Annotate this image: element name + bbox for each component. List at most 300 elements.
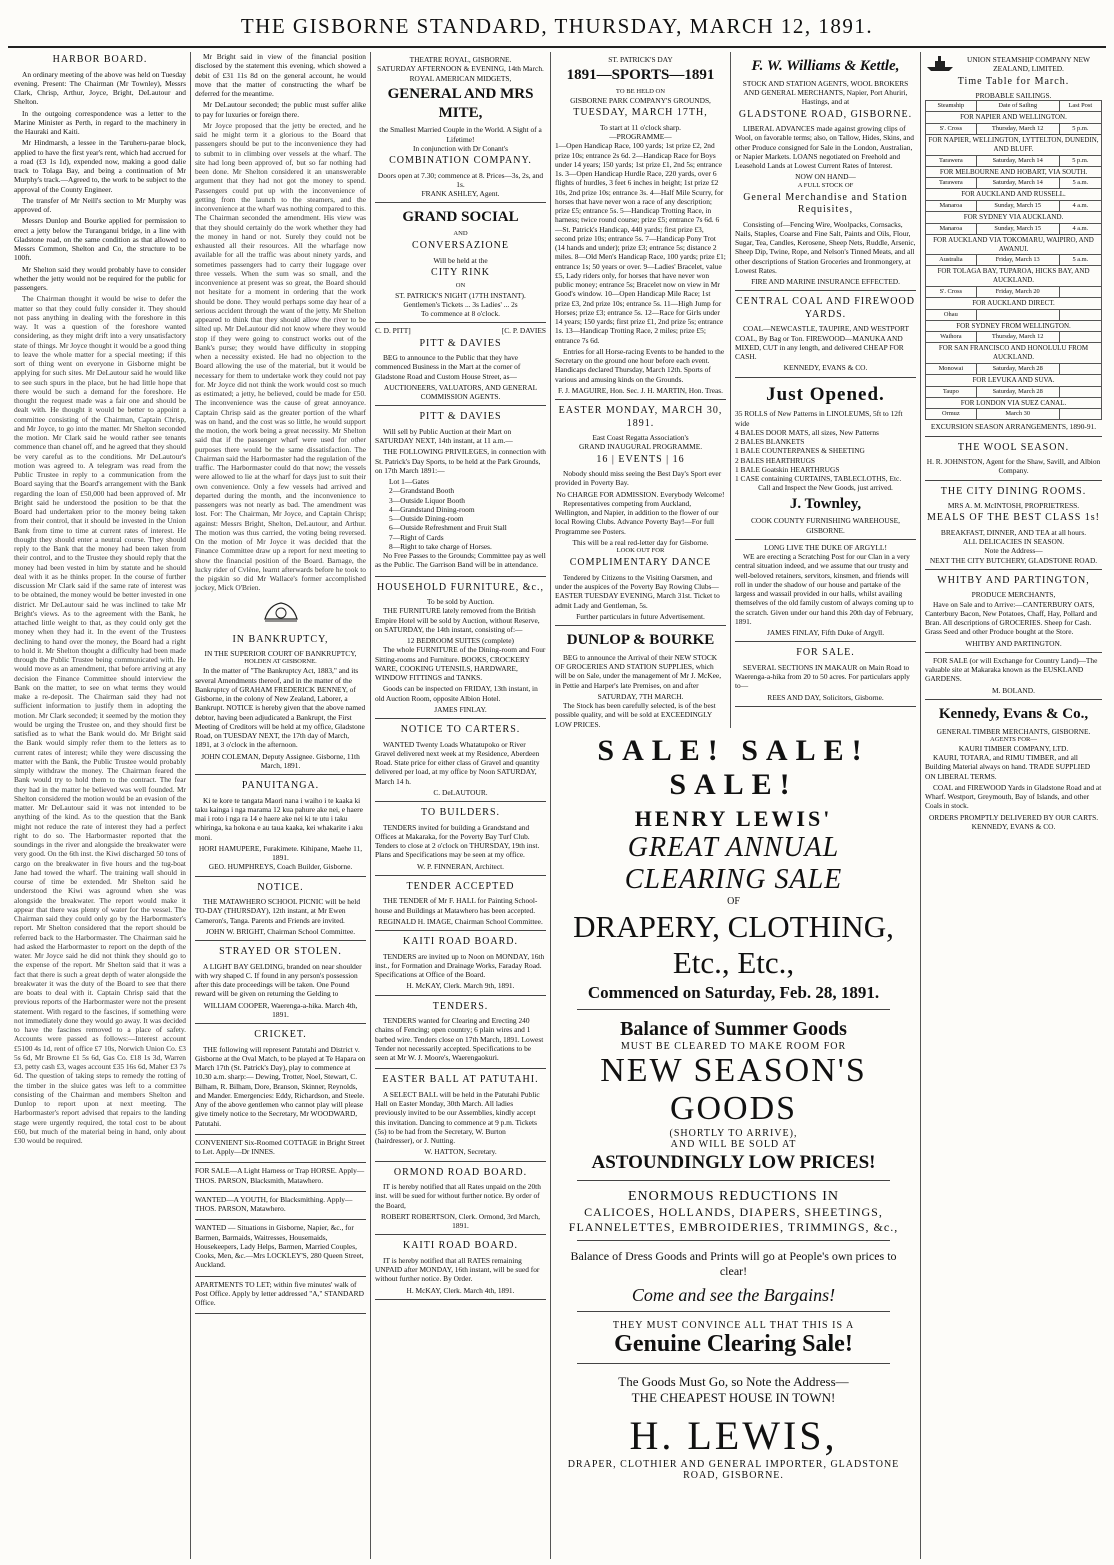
article-continued: The Chairman thought it would be wise to defer the matter so that they could fully consider it. They should not pass anything in dealing with the foreshore in this way. It was a question of the foreshore wanted considering, as they might drift into a very unsatisfactory state of things. Mr Joyce thought it would be a good thing to leave the whole matter for a special meeting; if this sort of thing went on everyone in Gisborne might be applying for such sites. Mr DeLautour said he would like to see such spurs in the place, but he had little hope that there would be such a demand for the foreshore. He thought the request made was a fair one and should be dealt with. He thought it would be better to appoint a committee consisting of the Chairman, Captain Chrisp, and Mr Joyce, to go into the matter. Mr Shelton seconded the motion. Mr Clark said he would rather see tenants commence than chanel off, and he agreed that they should be very careful as to the conditions. Mr DeLautour's motion was agreed to. A telegram was read from the Public Trustee in reply to a communication from the Board saying that the Board's arrangement with the Bank regarding the loan of £50,000 had been approved of. Mr Bright said he understood the position to be that the Board had undertaken prior to the money being taken from their control, that it should be invested in the Union Bank from time to time at current rates of interest. He thought they should enter a neutral course. They should reply to the Bank that the money had been taken from their control, and to the Trustee they should reply that the money had been vested in him by statute and he should deal with it as he thinks proper. In the course of further discussion Mr Clark said if the same rate of interest was to be obtained, the money would be better invested in one district. Mr DeLautour said he was inclined to take Mr Bright's views. As to the agreement with the Bank, he attached little weight to that, as they could only get the money when they had it. In the event of the Trustees declining to hand over the money, the Board had a right to hold it. Mr Shelton thought a difficulty had been made through the Public Trustee being communicated with. He would move as an amendment, that before arriving at any decision the Finance Committee should interview the Bank on the matter, to see on what terms they would make a re-deposit. The Chairman said they had not sufficient information to justify them in adopting the motion. Mr Clark seconded; it seemed by the motion they would be urging the Trustee on, and they should first be satisfied as to what the Bank would do. Mr Bright said the Bank would simply refer them to the letters as to current rates of interest; while they were discussing the matter with the Bank, the Public Trustee would probably simply withdraw the money. The Chairman feared the Bank would try to hold them to the contract. The fear they had in the matter he believed was well founded. Mr Shelton considered the motion would be an evasion of the matter. Mr DeLautour said it was not intended to be anything of the kind. As to the question that the Bank might not reduce the rate of interest they had a perfect right to do so. The Harbormaster reported that the soundings in the river and alongside the breakwater were very good. On the 6th inst. the Kiwi discharged 50 tons of cargo on the breakwater in five hours and the tug-boat Jane had towed the wharf. The training wall should in course of time be extended. Mr Shelton said he understood the Kiwi was aground when she was alongside the breakwater. The report would make it appear that there was plenty of water for the vessel. The Chairman said they could only go by the Harbormaster's report. Mr Shelton considered that the report should be referred back to the Harbormaster. The Chairman said he had asked the Harbormaster to report on the depth of the water. Mr Joyce said he did not think they should go to the expense of the report. Mr Shelton said that it was a fact that there is such a great depth of water alongside the breakwater it was the duty of the Board to see that there are boats to deal with it. Captain Chrisp said that the previous reports of the Harbormaster were not the present statement. With regard to the fascines, if something were not immediately done they would go away. It was decided to have the fascines removed to a place of safety. Accounts were passed as follows:—Interest account £5100 4s 1d, rent of office £7 10s, Norwich Union Co. £3 5s 6d, Mr Browne £1 5s 6d, Gas Co. £18 1s 3d, Warren £3, petty cash £3, wages account £35 16s 6d, Maher £3 7s 6d. The question of taking steps to remedy the rotting of the timber in the sluice gates was left to a committee consisting of the Chairman and members Shelton and Dunlop to report upon at next meeting. The Harbormaster's report advised that repairs to the landing stage were urgently required, the total cost to be about £60, but much of the material being in hand, only about £30 would be required. — [14, 294, 187, 1145]
bankruptcy-signature: JOHN COLEMAN, Deputy Assignee. Gisborne, 11th March, 1891. — [201, 751, 360, 770]
notice-signature: JOHN W. BRIGHT, Chairman School Committee. — [205, 926, 356, 936]
sections-signature: REES AND DAY, Solicitors, Gisborne. — [767, 692, 884, 702]
bankruptcy-title: IN BANKRUPTCY, — [232, 633, 329, 645]
kaiti-rates-notice — [375, 1235, 546, 1300]
tenders-title: TENDERS. — [432, 1000, 489, 1012]
kaiti-rates-signature: H. McKAY, Clerk. March 4th, 1891. — [406, 1285, 515, 1295]
route-row — [926, 135, 1102, 156]
table-row — [926, 255, 1102, 266]
carters-body: WANTED Twenty Loads Whatatupoko or River Gravel delivered next week at my Residence, Aberdeen Road. State price for either class of Gravel and quantity delivered per load, at my office by Noon SATURDAY, March 14 h. — [375, 739, 540, 786]
list-item: 2 BALES HEARTHRUGS — [735, 455, 816, 465]
article-paragraph: An ordinary meeting of the above was held on Tuesday evening. Present: The Chairman (Mr Townley), Messrs Clark, Chrisp, Arthur, Joyce, Bright, DeLautour and Shelton. — [14, 69, 186, 107]
sports-start: To start at 11 o'clock sharp. — [600, 122, 681, 132]
theatre-agent: FRANK ASHLEY, Agent. — [421, 189, 500, 198]
full-stock: A FULL STOCK OF — [797, 181, 854, 189]
partner-left: C. D. PITT] — [375, 326, 411, 336]
pitt-davies-title-2: PITT & DAVIES — [419, 411, 502, 423]
kennedy-evans-coal: COAL and FIREWOOD Yards in Gladstone Road and at Wharf. Westport, Greymouth, Bay of Islands, and other Coals in stock. — [925, 782, 1102, 811]
pitt-davies-trade: AUCTIONEERS, VALUATORS, AND GENERAL COMMISSION AGENTS. — [383, 382, 538, 402]
easter-ball-notice — [375, 1069, 546, 1161]
kaiti-rates-title: KAITI ROAD BOARD. — [402, 1240, 519, 1252]
tenders-notice — [375, 996, 546, 1070]
table-row — [926, 309, 1102, 320]
sports-ad — [555, 52, 726, 400]
pitt-davies-body: BEG to announce to the Public that they have commenced Business in the Mart at the corner of Gladstone Road and Custom House Street, as— — [375, 353, 521, 381]
bankruptcy-place: HOLDEN AT GISBORNE. — [244, 658, 317, 666]
tender-accepted-notice — [375, 876, 546, 931]
now-on-hand: NOW ON HAND— — [795, 172, 856, 182]
whitby-partington-ad — [925, 570, 1102, 653]
sailing-ship: Australia — [926, 255, 977, 266]
column-6 — [920, 52, 1106, 1559]
sports-held: TO BE HELD ON — [615, 88, 666, 95]
programme-heading: —PROGRAMME— — [609, 132, 672, 142]
route-row — [926, 166, 1102, 178]
route-row — [926, 112, 1102, 124]
flannelettes-line: FLANNELETTES, EMBROIDERIES, TRIMMINGS, &c., — [568, 1220, 899, 1234]
dunlop-bourke-title: DUNLOP & BOURKE — [566, 632, 715, 649]
furniture-sub: To be sold by Auction. — [426, 597, 495, 607]
table-row — [926, 223, 1102, 234]
boland-body: FOR SALE (or will Exchange for Country Land)—The valuable site at Makaraka known as the EUSKLAND GARDENS. — [925, 655, 1098, 684]
privileges-ad — [375, 406, 546, 576]
list-item: 1 BALE COUNTERPANES & SHEETING — [735, 446, 865, 456]
auction-intro: Will sell by Public Auction at their Mart on SATURDAY NEXT, 14th instant, at 11 a.m.— — [375, 426, 513, 446]
list-item: 1 CASE containing CURTAINS, TABLECLOTHS, Etc. — [735, 474, 902, 484]
route-name: FOR AUCKLAND DIRECT. — [926, 297, 1102, 309]
list-item: 5—Outside Dining-room — [389, 514, 464, 524]
route-row — [926, 189, 1102, 201]
whitby-signature: WHITBY AND PARTINGTON. — [965, 638, 1062, 648]
regatta-programme: GRAND INAUGURAL PROGRAMME. — [578, 442, 703, 452]
henry-lewis-sale-ad — [550, 728, 916, 1559]
just-opened-title: Just Opened. — [766, 383, 885, 405]
james-finlay: JAMES FINLAY. — [434, 704, 487, 714]
whitby-title: WHITBY AND PARTINGTON, — [937, 574, 1090, 586]
williams-kettle-sub: STOCK AND STATION AGENTS, WOOL BROKERS AND GENERAL MERCHANTS, Napier, Port Ahuriri, Hastings, and at — [742, 78, 909, 107]
theatre-headline: GENERAL AND MRS MITE, — [387, 85, 534, 121]
strayed-body: A LIGHT BAY GELDING, branded on near shoulder with wry shaped C. If found in any person's possession after this date proceedings will be taken. One Pound reward will be given on returning the Gelding to — [195, 961, 362, 999]
table-row — [926, 332, 1102, 343]
grand-social-and: AND — [453, 230, 468, 237]
builders-body: TENDERS invited for building a Grandstand and Offices at Makaraka, for the Poverty Bay Turf Club. Tenders to close at 2 o'clock on THURSDAY, 19th inst. Plans and Specifications may be seen at my office. — [375, 822, 540, 860]
ticket-prices: Gentlemen's Tickets ... 3s Ladies' ... 2s — [403, 299, 518, 309]
sports-events: 1—Open Handicap Race, 100 yards; 1st prize £2, 2nd prize 10s; entrance 2s 6d. 2—Handicap Race for Boys under 14 years; 150 yards; 1st prize £1, 2nd 5s; entrance 1s. 3—Open Handicap Hurdle Race, 220 yards, over 6 flights of hurdles, 3 feet 6 inches in height; 1st prize £2 10s, 2nd prize 10s; entrance 3s. 4—Half Mile Scurry, for horses that have never won a race of any description; prize £5; entrance 5s. 5—Handicap Trotting Race, in harness; twice round course; prize £5; entrance 7s 6d. 6—St. Patrick's Handicap, 440 yards; first prize £3, second prize 10s; entrance 5s. 7—Handicap Pony Trot (14 hands and under); prize £3; entrance 5s; distance 2 miles. 8—Old Men's Handicap Race, 100 yards; prize £1; entrance 1s; 50 years or over. 9—Ladies' Bracelet, value £5, Lady riders only, for horses that have never won public money; entrance 5s; Bracelet now on view in Mr Good's window. 10—Open Handicap Mile Race; 1st prize £3, 2nd prize 10s; entrance 5s. 11—High Jump for Horses; prize £3; entrance 5s. 12—Race for Girls under 14 years; 150 yards; first prize £1, 2nd prize 5s; entrance 1s. 13—Handicap Trotting Race, 2 miles; prize £5; entrance 7s 6d. — [555, 141, 726, 345]
merchandise-body: Consisting of—Fencing Wire, Woolpacks, Cornsacks, Nails, Staples, Coarse and Fine Salt, Paints and Oils, Flour, Sugar, Tea, Candles, Kerosene, Sheep Nets, Ruddle, Arsenic, Sheep Dip, Twine, Rope, and Nelson's Tinned Meats, and all other descriptions of Station Groceries and Ironmongery, at Lowest Rates. — [735, 219, 916, 275]
duke-title: LONG LIVE THE DUKE OF ARGYLL! — [764, 542, 887, 552]
kennedy-evans-ad — [925, 700, 1102, 835]
lots-list — [375, 477, 546, 551]
grand-social-ad — [375, 203, 546, 323]
sports-venue: GISBORNE PARK COMPANY'S GROUNDS, — [570, 96, 711, 106]
article-paragraph: In the outgoing correspondence was a letter to the Marine Minister as Perth, in regard to the machinery in the Hauraki and Kaiti. — [14, 108, 186, 136]
route-name: FOR MELBOURNE AND HOBART, VIA SOUTH. — [926, 166, 1102, 178]
partner-right: [C. P. DAVIES — [501, 326, 546, 336]
article-paragraph: Messrs Dunlop and Bourke applied for permission to erect a jetty below the Turanganui bridge, in a line with Gladstone road, on the same condition as that allowed to Messrs Common, Shelton and Co, the structure to be 100ft. — [14, 216, 186, 263]
union-steamship-ad — [925, 52, 1102, 437]
dunlop-bourke-body: BEG to announce the Arrival of their NEW STOCK OF GROCERIES AND STATION SUPPLIES, which will be on Sale, under the management of Mr J. McKee, in Pettie and Harper's late Premises, on and after — [555, 652, 722, 690]
route-name: FOR SYDNEY VIA AUCKLAND. — [926, 212, 1102, 224]
ormond-signature: ROBERT ROBERTSON, Clerk. Ormond, 3rd March, 1891. — [381, 1211, 540, 1231]
next-city-butchery: NEXT THE CITY BUTCHERY, GLADSTONE ROAD. — [929, 555, 1098, 565]
kaiti-road-board-notice — [375, 931, 546, 996]
regatta-admission: No CHARGE FOR ADMISSION. Everybody Welcome! — [556, 489, 725, 499]
regatta-dance-title: COMPLIMENTARY DANCE — [569, 557, 712, 569]
henry-lewis-name: HENRY LEWIS' — [634, 806, 833, 831]
regatta-events: 16 | EVENTS | 16 — [596, 453, 685, 465]
shortly-arrive: (SHORTLY TO ARRIVE), — [669, 1128, 798, 1139]
sports-date: TUESDAY, MARCH 17TH, — [573, 107, 708, 119]
carters-notice — [375, 719, 546, 802]
duke-of-argyll-ad — [735, 540, 916, 643]
just-opened-list — [735, 409, 916, 483]
williams-kettle-ad — [735, 52, 916, 291]
kennedy-evans-title: Kennedy, Evans & Co., — [938, 705, 1089, 722]
easter-ball-body: A SELECT BALL will be held in the Patutahi Public Hall on Easter Monday, 30th March. All ladies previously invited to be our Assemblies, kindly accept this invitation. Dancing to commence at 9 p.m. Tickets (5s) to be had from the Secretary, W. Burton (hairdresser), or J. Nutting. — [375, 1089, 540, 1146]
carters-title: NOTICE TO CARTERS. — [400, 724, 521, 736]
meals-hours: BREAKFAST, DINNER, AND TEA at all hours. — [940, 527, 1087, 537]
grand-social-held: Will be held at the — [433, 255, 488, 265]
sale-banner: SALE! SALE! SALE! — [597, 734, 870, 801]
dunlop-bourke-date: SATURDAY, 7TH MARCH. — [597, 691, 684, 701]
sailings-body — [926, 112, 1102, 420]
genuine-clearing-sale: Genuine Clearing Sale! — [614, 1331, 853, 1357]
townley-sub: COOK COUNTY FURNISHING WAREHOUSE, GISBORNE. — [750, 516, 901, 535]
st-patricks-night: ST. PATRICK'S NIGHT (17TH INSTANT). — [395, 290, 526, 300]
convince-all: THEY MUST CONVINCE ALL THAT THIS IS A — [612, 1320, 855, 1331]
route-row — [926, 397, 1102, 409]
just-opened-call: Call and Inspect the New Goods, just arrived. — [758, 483, 893, 493]
boland-ad — [925, 653, 1102, 700]
theatre-sub: the Smallest Married Couple in the World. A Sight of a Lifetime! — [379, 125, 542, 144]
new-season-goods: NEW SEASON'S GOODS — [600, 1052, 867, 1127]
table-row — [926, 124, 1102, 135]
article-paragraph: Mr Hindmarsh, a lessee in the Taruheru-parae block, applied to have the first year's rent, which had accrued for a road (£3 1s 1d), expended now, making a good dalie track to Tolaga Bay, and being a continuation of Mr Murphy's track.—Agreed to, the work to be subject to the approval of the County Engineer. — [14, 138, 186, 194]
sailing-post: 5 a.m. — [1059, 255, 1101, 266]
delicacies: ALL DELICACIES IN SEASON. — [962, 537, 1065, 546]
harbor-board-heading: HARBOR BOARD. — [52, 54, 148, 65]
regatta-nobody: Nobody should miss seeing the Best Day's Sport ever provided in Poverty Bay. — [555, 469, 722, 488]
list-item: 8—Right to take charge of Horses. — [389, 541, 492, 551]
sailing-post: 4 a.m. — [1059, 223, 1101, 234]
just-opened-ad — [735, 378, 916, 540]
panuitanga-title: PANUITANGA. — [241, 780, 320, 792]
route-name: FOR AUCKLAND VIA TOKOMARU, WAIPIRO, AND AWANUI. — [926, 234, 1102, 255]
route-name: FOR SYDNEY FROM WELLINGTON. — [926, 320, 1102, 332]
cheapest-house: THE CHEAPEST HOUSE IN TOWN! — [631, 1390, 836, 1405]
sailing-post — [1059, 409, 1101, 420]
sailing-ship: Tarawera — [926, 155, 977, 166]
col-header: Last Post — [1059, 101, 1101, 112]
route-name: FOR AUCKLAND AND RUSSELL. — [926, 189, 1102, 201]
divider — [577, 1363, 890, 1364]
youth-text: WANTED—A YOUTH, for Blacksmithing. Apply—THOS. PARSON, Matawhero. — [195, 1194, 353, 1214]
ormond-body: IT is hereby notified that all Rates unpaid on the 20th inst. will be sued for without further notice. By order of the Board, — [375, 1182, 541, 1210]
sailing-post: 5 p.m. — [1059, 124, 1101, 135]
whitby-body: Have on Sale and to Arrive:—CANTERBURY OATS, Canterbury Bacon, New Potatoes, Chaff, Hay, Pollard and Bran. All descriptions of GROCERIES. Sheep for Cash. Grass Seed and other Produce bought at the Store. — [925, 599, 1097, 637]
wool-season-ad — [925, 437, 1102, 481]
sailing-post — [1059, 386, 1101, 397]
easter-ball-title: EASTER BALL AT PATUTAHI. — [382, 1074, 539, 1086]
route-row — [926, 266, 1102, 287]
of-text: OF — [727, 896, 740, 907]
sailing-date: Saturday, March 28 — [976, 386, 1059, 397]
sections-body: SEVERAL SECTIONS IN MAKAUR on Main Road to Waerenga-a-hika from 20 to 50 acres. For particulars apply to— — [735, 662, 910, 691]
route-name: FOR NAPIER AND WELLINGTON. — [926, 112, 1102, 124]
divider — [577, 1311, 890, 1312]
dress-goods: Balance of Dress Goods and Prints will go at People's own prices to clear! — [570, 1249, 897, 1278]
sailing-post: 5 a.m. — [1059, 178, 1101, 189]
grand-social-title: GRAND SOCIAL — [402, 209, 519, 226]
list-item: 7—Right of Cards — [389, 532, 444, 542]
williams-kettle-advances: LIBERAL ADVANCES made against growing clips of Wool, on favorable terms; also, on Tallow, Hides, Skins, and other Produce consigned for Sale in the London, Australian, or Napier Markets. LOANS negotiated on Freehold and Leasehold Lands at Lowest Current Rates of Interest. — [735, 124, 914, 170]
situations-text: WANTED — Situations in Gisborne, Napier, &c., for Barmen, Barmaids, Waitresses, Housemaids, Housekeepers, Lady Helps, Barmen, Married Couples, Cooks, Men, &c.—Mrs LOCKLEY'S, 280 Queen Street, Auckland. — [195, 1223, 364, 1270]
route-row — [926, 320, 1102, 332]
calicoes-line: CALICOES, HOLLANDS, DIAPERS, SHEETINGS, — [584, 1205, 883, 1219]
route-name: FOR SAN FRANCISCO AND HONOLULU FROM AUCKLAND. — [926, 343, 1102, 364]
panuitanga-signature: HORI HAMUPERE, Furakimete. Kihipane, Maehe 11, 1891. — [198, 843, 363, 863]
route-row — [926, 234, 1102, 255]
sailing-ship: Waihora — [926, 332, 977, 343]
grand-social-on: ON — [455, 282, 466, 290]
school-picnic-notice — [195, 877, 366, 942]
sections-for-sale-ad — [735, 642, 916, 707]
dunlop-bourke-more: The Stock has been carefully selected, is of the best possible quality, and will be sold at EXCEEDINGLY LOW PRICES. — [555, 701, 716, 728]
come-see: Come and see the Bargains! — [631, 1285, 836, 1305]
list-item: 1 BALE Goatskin HEARTHRUGS — [735, 464, 840, 474]
bankruptcy-court: IN THE SUPERIOR COURT OF BANKRUPTCY, — [204, 649, 357, 658]
inspection: Goods can be inspected on FRIDAY, 13th instant, in old Auction Room, opposite Albion Hotel. — [375, 684, 538, 703]
no-passes: No Free Passes to the Grounds; Committee pay as well as the Public. The Garrison Band will be in attendance. — [375, 551, 546, 570]
privileges-body: THE FOLLOWING PRIVILEGES, in connection with St. Patrick's Day Sports, to be held at the Park Grounds, on 17th March 1891:— — [375, 447, 546, 475]
duke-body: WE are erecting a Scratching Post for our Clan in a very central situation indeed, and we assume that our trusty and well-beloved retainers, servitors, kinsmen, and friends will roll in under the shadow of our house and partake of the largess and wassail provided in our halls, whilst availing themselves of the old family custom of always coming up to the scratch. Given under our hand this 20th day of February, 1891. — [735, 552, 914, 626]
wool-season-title: THE WOOL SEASON. — [957, 441, 1070, 453]
will-be-sold: AND WILL BE SOLD AT — [670, 1139, 797, 1150]
furniture-more: The whole FURNITURE of the Dining-room and Four Sitting-rooms and Furniture. BOOKS, CROCKERY WARE, COOKING UTENSILS, HARDWARE, WINDOW FITTINGS and TANKS. — [375, 645, 546, 683]
kauri-company: KAURI TIMBER COMPANY, LTD. — [958, 743, 1069, 753]
sailing-post — [1059, 363, 1101, 374]
column-4 — [550, 52, 730, 728]
kennedy-evans-signature: KENNEDY, EVANS & CO. — [971, 821, 1056, 831]
kennedy-evans-sub: GENERAL TIMBER MERCHANTS, GISBORNE. — [936, 726, 1091, 736]
sailing-date: Saturday, March 14 — [976, 178, 1059, 189]
theatre-doors: Doors open at 7.30; commence at 8. Prices—3s, 2s, and 1s. — [377, 170, 544, 189]
duke-signature: JAMES FINLAY, Fifth Duke of Argyll. — [766, 628, 885, 638]
column-2 — [190, 52, 370, 1559]
sections-title: FOR SALE. — [796, 647, 855, 659]
list-item: 6—Outside Refreshment and Fruit Stall — [389, 523, 507, 533]
route-row — [926, 374, 1102, 386]
theatre-combination: COMBINATION COMPANY. — [389, 155, 532, 166]
boland-signature: M. BOLAND. — [992, 685, 1035, 695]
article-paragraph: The transfer of Mr Neill's section to Mr Murphy was approved of. — [14, 195, 186, 214]
col-header: Date of Sailing — [976, 101, 1059, 112]
bankruptcy-notice — [195, 629, 366, 776]
goods-must-go: The Goods Must Go, so Note the Address— — [618, 1374, 849, 1389]
kaiti-rates-body: IT is hereby notified that all RATES remaining UNPAID after MONDAY, 16th instant, will be sued for without further notice. By Order. — [375, 1255, 540, 1284]
theatre-act: ROYAL AMERICAN MIDGETS, — [409, 73, 512, 83]
builders-title: TO BUILDERS. — [420, 807, 501, 819]
enormous-reductions: ENORMOUS REDUCTIONS IN — [627, 1189, 839, 1204]
list-item: 2—Grandstand Booth — [389, 486, 455, 496]
sailing-post — [1059, 332, 1101, 343]
column-1 — [10, 52, 190, 1559]
regatta-dance: Tendered by Citizens to the Visiting Oarsmen, and under the auspices of the Poverty Bay Rowing Clubs—EASTER TUESDAY EVENING, March 31st. Ticket to admit Lady and Gentleman, 5s. — [555, 572, 720, 610]
route-name: FOR LONDON VIA SUEZ CANAL. — [926, 397, 1102, 409]
kennedy-evans-orders: ORDERS PROMPTLY DELIVERED BY OUR CARTS. — [928, 812, 1099, 822]
great-annual-sale: GREAT ANNUAL CLEARING SALE — [624, 832, 843, 895]
wool-season-signature: H. R. JOHNSTON, Agent for the Shaw, Savill, and Albion Company. — [926, 457, 1101, 476]
table-row — [926, 155, 1102, 166]
cottage-ad — [195, 1135, 366, 1164]
steamship-icon — [925, 55, 955, 73]
sports-signature: F. J. MAGUIRE, Hon. Sec. J. H. MARTIN, Hon. Treas. — [557, 385, 724, 395]
sailing-date: Thursday, March 12 — [976, 332, 1059, 343]
regatta-further: Further particulars in future Advertisement. — [576, 611, 705, 621]
sailing-ship: Taupo — [926, 386, 977, 397]
must-clear: MUST BE CLEARED TO MAKE ROOM FOR — [620, 1041, 847, 1052]
table-row — [926, 386, 1102, 397]
sailing-date: Saturday, March 14 — [976, 155, 1059, 166]
excursion-title: EXCURSION SEASON ARRANGEMENTS, 1890-91. — [930, 422, 1097, 432]
masthead-rule — [8, 46, 1106, 48]
bankruptcy-body: In the matter of "The Bankruptcy Act, 1883," and its several Amendments thereof, and in the matter of the Bankruptcy of GRAHAM FREDERICK BENNEY, of Gisborne, in the colony of New Zealand, Laborer, a Bankrupt. NOTICE is hereby given that the above named debtor, having been adjudicated a Bankrupt, the First Meeting of Creditors will be held at my office, Gladstone Road, on TUESDAY NEXT, the 17th day of March, 1891, at 3 o'clock in the afternoon. — [195, 666, 366, 750]
situations-wanted-ad — [195, 1220, 366, 1276]
union-steamship-title: UNION STEAMSHIP COMPANY NEW ZEALAND, LIMITED. — [967, 55, 1090, 74]
coach-builder-line: GEO. HUMPHREYS, Coach Builder, Gisborne. — [208, 862, 353, 872]
ormond-road-board-notice — [375, 1162, 546, 1236]
royal-crest-icon — [261, 599, 301, 627]
regatta-reps: Representatives competing from Auckland, Wellington, and Napier, in addition to the flower of our local Rowing Clubs. Advance Poverty Bay!—For full Programme see Posters. — [555, 498, 719, 536]
sailing-ship: Monowai — [926, 363, 977, 374]
divider — [577, 1180, 890, 1181]
theatre-date: SATURDAY AFTERNOON & EVENING, 14th March. — [377, 64, 544, 74]
list-item: 35 ROLLS of New Patterns in LINOLEUMS, 5ft to 12ft wide — [735, 409, 903, 428]
apartments-text: APARTMENTS TO LET; within five minutes' walk of Post Office. Apply by letter addressed "A," STANDARD Office. — [195, 1279, 364, 1308]
sailing-date: March 30 — [976, 409, 1059, 420]
tender-accepted-title: TENDER ACCEPTED — [406, 880, 515, 892]
williams-kettle-address: GLADSTONE ROAD, GISBORNE. — [738, 108, 913, 120]
builders-notice — [375, 802, 546, 876]
commenced-date: Commenced on Saturday, Feb. 28, 1891. — [587, 983, 880, 1002]
sailing-ship: S'. Cross — [926, 124, 977, 135]
sailing-ship: S'. Cross — [926, 286, 977, 297]
table-row — [926, 178, 1102, 189]
central-coal-title: CENTRAL COAL AND FIREWOOD YARDS. — [736, 296, 915, 320]
central-coal-ad — [735, 291, 916, 377]
h-lewis: H. LEWIS, — [629, 1413, 838, 1458]
sailing-post: 4 a.m. — [1059, 201, 1101, 212]
table-header-row — [926, 101, 1102, 112]
list-item: 4—Grandstand Dining-room — [389, 504, 475, 514]
sailing-ship: Ohau — [926, 309, 977, 320]
cricket-title: CRICKET. — [254, 1029, 307, 1041]
list-item: Lot 1—Gates — [389, 477, 430, 487]
table-row — [926, 201, 1102, 212]
strayed-signature: WILLIAM COOPER, Waerenga-a-hika. March 4th, 1891. — [203, 1000, 358, 1019]
kennedy-evans-agents: AGENTS FOR— — [989, 735, 1038, 743]
strayed-notice — [195, 941, 366, 1024]
sailing-ship: Manaroa — [926, 223, 977, 234]
astoundingly-low: ASTOUNDINGLY LOW PRICES! — [591, 1152, 876, 1173]
city-rink: CITY RINK — [431, 266, 490, 278]
bedroom-suites: 12 BEDROOM SUITES (complete) — [407, 636, 514, 646]
regatta-assoc: East Coast Regatta Association's — [592, 433, 689, 443]
youth-wanted-ad — [195, 1192, 366, 1221]
sailing-date: Saturday, March 28 — [976, 363, 1059, 374]
article-paragraph: Mr DeLautour seconded; the public must suffer alike to pay for luxuries or foreign there. — [195, 100, 366, 119]
list-item: 2 BALES BLANKETS — [735, 437, 805, 447]
furniture-title: HOUSEHOLD FURNITURE, &c., — [377, 581, 544, 593]
tenders-body: TENDERS wanted for Clearing and Erecting 240 chains of Fencing; open country; 6 plain wires and 1 barbed wire. Tenders close on 17th March, 1891. Lowest Tender not necessarily accepted. Specifications to be seen at Mr W. J. Moore's, Waerengaokuri. — [375, 1016, 544, 1063]
regatta-ad — [555, 400, 726, 626]
ormond-title: ORMOND ROAD BOARD. — [393, 1166, 528, 1178]
sailing-date: Friday, March 20 — [976, 286, 1059, 297]
route-row — [926, 297, 1102, 309]
furniture-body: THE FURNITURE lately removed from the British Empire Hotel will be sold by Auction, without Reserve, on SATURDAY, the 14th instant, consisting of:— — [375, 606, 540, 634]
city-dining-proprietress: MRS A. M. McINTOSH, PROPRIETRESS. — [947, 501, 1080, 510]
pitt-davies-ad — [375, 323, 546, 406]
sailing-post — [1059, 286, 1101, 297]
col-header: Steamship — [926, 101, 977, 112]
kaiti-title: KAITI ROAD BOARD. — [402, 936, 519, 948]
sailing-post: 5 p.m. — [1059, 155, 1101, 166]
apartments-ad — [195, 1277, 366, 1315]
drapery-clothing: DRAPERY, CLOTHING, Etc., Etc., — [573, 909, 894, 980]
probable-sailings: PROBABLE SAILINGS. — [975, 91, 1052, 100]
divider — [577, 1009, 890, 1010]
easter-ball-signature: W. HATTON, Secretary. — [424, 1147, 497, 1157]
sports-entries: Entries for all Horse-racing Events to be handed to the Secretary on the ground one hour before each event. Handicaps declared Thursday, March 12th. Sports of various and amusing kinds on the Grounds. — [555, 346, 725, 384]
tender-accepted-signature: REGINALD H. IMAGE, Chairman School Committee. — [378, 916, 543, 926]
time-table-title: Time Table for March. — [957, 75, 1070, 87]
notice-body: THE MATAWHERO SCHOOL PICNIC will be held TO-DAY (THURSDAY), 12th instant, at Mr Ewen Cameron's, Tanga. Parents and Friends are invited. — [195, 897, 361, 925]
sailing-date: Thursday, March 12 — [976, 124, 1059, 135]
cricket-notice — [195, 1024, 366, 1135]
sports-title: 1891—SPORTS—1891 — [566, 67, 715, 84]
city-dining-ad — [925, 481, 1102, 570]
divider — [577, 1240, 890, 1241]
article-paragraph: Mr Shelton said they would probably have to consider whether the jetty would not be required for the public for passengers. — [14, 264, 186, 292]
cottage-text: CONVENIENT Six-Roomed COTTAGE in Bright Street to Let. Apply—Dr INNES. — [195, 1137, 365, 1157]
strayed-title: STRAYED OR STOLEN. — [219, 946, 342, 958]
conversazione: CONVERSAZIONE — [412, 240, 509, 252]
horse-for-sale-ad — [195, 1163, 366, 1192]
regatta-date: EASTER MONDAY, MARCH 30, 1891. — [558, 405, 723, 429]
furniture-auction-ad — [375, 577, 546, 720]
sailing-ship: Tarawera — [926, 178, 977, 189]
carters-signature: C. DeLAUTOUR. — [433, 787, 488, 797]
central-coal-body: COAL—NEWCASTLE, TAUPIRE, AND WESTPORT COAL, By Bag or Ton. FIREWOOD—MANUKA AND MIXED, CUT in any length, and delivered CHEAP FOR CASH. — [735, 324, 909, 362]
dunlop-bourke-ad — [555, 626, 726, 728]
cricket-body: THE following will represent Patutahi and District v. Gisborne at the Oval Match, to be played at Te Hapara on March 17th (St. Patrick's Day), play to commence at 10.30 a.m. sharp:— Dewing, Trotter, Noel, Stewart, C. Bilham, R. Bilham, Dore, Branson, Skinner, Reynolds, and Mander. Emergencies: Eddy, Richardson, and Steele. Any of the above gentlemen who cannot play will please give timely notice to the Secretary, Mr WOODWARD, Patutahi. — [195, 1044, 366, 1128]
whitby-sub: PRODUCE MERCHANTS, — [971, 590, 1056, 600]
sailing-ship: Manaroa — [926, 201, 977, 212]
sailing-date: Friday, March 13 — [976, 255, 1059, 266]
route-row — [926, 343, 1102, 364]
note-address: Note the Address— — [984, 546, 1043, 556]
general-merchandise: General Merchandise and Station Requisites, — [743, 191, 908, 216]
sailing-date — [976, 309, 1059, 320]
masthead-title: THE GISBORNE STANDARD, THURSDAY, MARCH 12, 1891. — [240, 14, 874, 38]
column-5 — [730, 52, 920, 728]
table-row — [926, 409, 1102, 420]
panuitanga-notice — [195, 775, 366, 877]
route-name: FOR NAPIER, WELLINGTON, LYTTELTON, DUNEDIN, AND BLUFF. — [926, 135, 1102, 156]
horse-text: FOR SALE—A Light Harness or Trap HORSE. Apply—THOS. PARSON, Blacksmith, Matawhero. — [195, 1166, 365, 1185]
table-row — [926, 363, 1102, 374]
list-item: 4 BALES DOOR MATS, all sizes, New Patterns — [735, 427, 879, 437]
